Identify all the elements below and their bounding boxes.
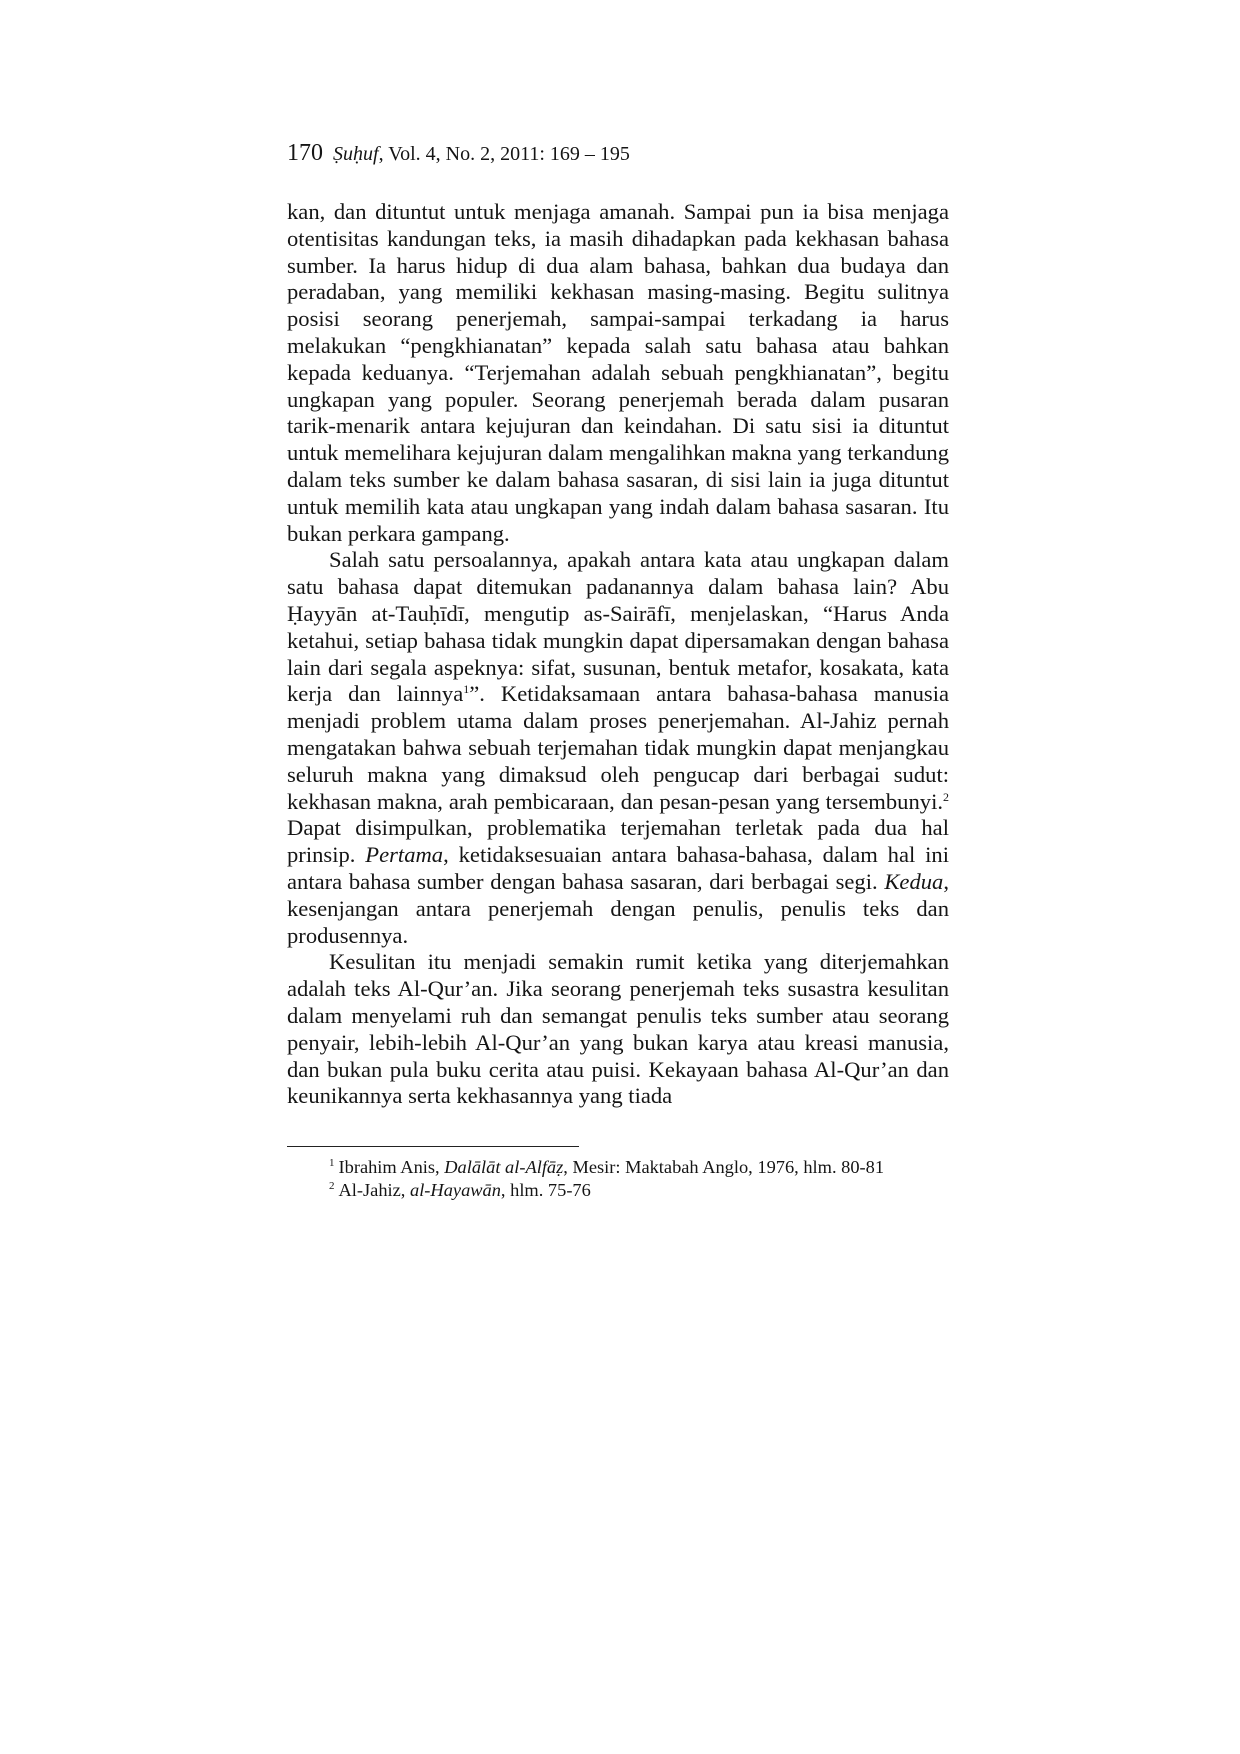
running-head (287, 140, 949, 167)
footnote (287, 1156, 949, 1179)
footnote-text: Al-Jahiz, (338, 1180, 410, 1201)
footnotes (287, 1156, 949, 1202)
journal-citation: , Vol. 4, No. 2, 2011: 169 – 195 (378, 143, 630, 165)
footnote-text: , Mesir: Maktabah Anglo, 1976, hlm. 80-81 (563, 1157, 885, 1178)
footnote-text: , hlm. 75-76 (500, 1180, 591, 1201)
paragraph (287, 547, 949, 949)
footnote (287, 1179, 949, 1202)
paragraph-text: , ketidaksesuaian antara bahasa-bahasa, dalam hal ini antara bahasa sumber dengan bahasa sasaran, dari berbagai segi. (287, 842, 949, 894)
body-text (287, 199, 949, 1110)
footnote-divider (287, 1146, 579, 1147)
page-number: 170 (287, 140, 323, 166)
document-page (287, 140, 949, 1202)
footnote-reference[interactable]: 1 (463, 682, 470, 697)
journal-name: Ṣuḥuf (333, 143, 379, 165)
paragraph: Kesulitan itu menjadi semakin rumit ketika yang diterjemahkan adalah teks Al-Qur’an. Jika seorang penerjemah teks susastra kesulitan dalam menyelami ruh dan semangat penulis teks sumber atau seorang penyair, lebih-lebih Al-Qur’an yang bukan karya atau kreasi manusia, dan bukan pula buku cerita atau puisi. Kekayaan bahasa Al-Qur’an dan keunikannya serta kekhasannya yang tiada (287, 949, 949, 1109)
footnote-number: 2 (329, 1180, 335, 1193)
emphasis-pertama: Pertama (365, 842, 444, 868)
paragraph: kan, dan dituntut untuk menjaga amanah. Sampai pun ia bisa menjaga otentisitas kandungan teks, ia masih dihadapkan pada kekhasan bahasa sumber. Ia harus hidup di dua alam bahasa, bahkan dua budaya dan peradaban, yang memiliki kekhasan masing-masing. Begitu sulitnya posisi seorang penerjemah, sampai-sampai terkadang ia harus melakukan “pengkhianatan” kepada salah satu bahasa atau bahkan kepada keduanya. “Terjemahan adalah sebuah pengkhianatan”, begitu ungkapan yang populer. Seorang penerjemah berada dalam pusaran tarik-menarik antara kejujuran dan keindahan. Di satu sisi ia dituntut untuk memelihara kejujuran dalam mengalihkan makna yang terkandung dalam teks sumber ke dalam bahasa sasaran, di sisi lain ia juga dituntut untuk memilih kata atau ungkapan yang indah dalam bahasa sasaran. Itu bukan perkara gampang. (287, 199, 949, 546)
paragraph-text: Dapat disimpulkan, problematika terjemahan terletak pada dua hal prinsip. (287, 815, 949, 868)
emphasis-kedua: Kedua (884, 868, 944, 894)
footnote-text: Ibrahim Anis, (338, 1157, 445, 1178)
footnote-title: Dalālāt al-Alfāẓ (444, 1157, 564, 1178)
paragraph-text: Salah satu persoalannya, apakah antara kata atau ungkapan dalam satu bahasa dapat ditemukan padanannya dalam bahasa lain? Abu Ḥayyān at-Tauḥīdī, mengutip as-Sairāfī, menjelaskan, “Harus Anda ketahui, setiap bahasa tidak mungkin dapat dipersamakan dengan bahasa lain dari segala aspeknya: sifat, susunan, bentuk metafor, kosakata, kata kerja dan lainnya (287, 547, 949, 707)
footnote-title: al-Hayawān (410, 1180, 501, 1201)
paragraph-text: ”. Ketidaksamaan antara bahasa-bahasa manusia menjadi problem utama dalam proses penerjemahan. Al-Jahiz pernah mengatakan bahwa sebuah terjemahan tidak mungkin dapat menjangkau seluruh makna yang dimaksud oleh pengucap dari berbagai sudut: kekhasan makna, arah pembicaraan, dan pesan-pesan yang tersembunyi. (287, 681, 950, 814)
footnote-reference[interactable]: 2 (943, 789, 949, 804)
footnote-number: 1 (329, 1157, 335, 1170)
paragraph-text: , kesenjangan antara penerjemah dengan penulis, penulis teks dan produsennya. (287, 868, 949, 948)
